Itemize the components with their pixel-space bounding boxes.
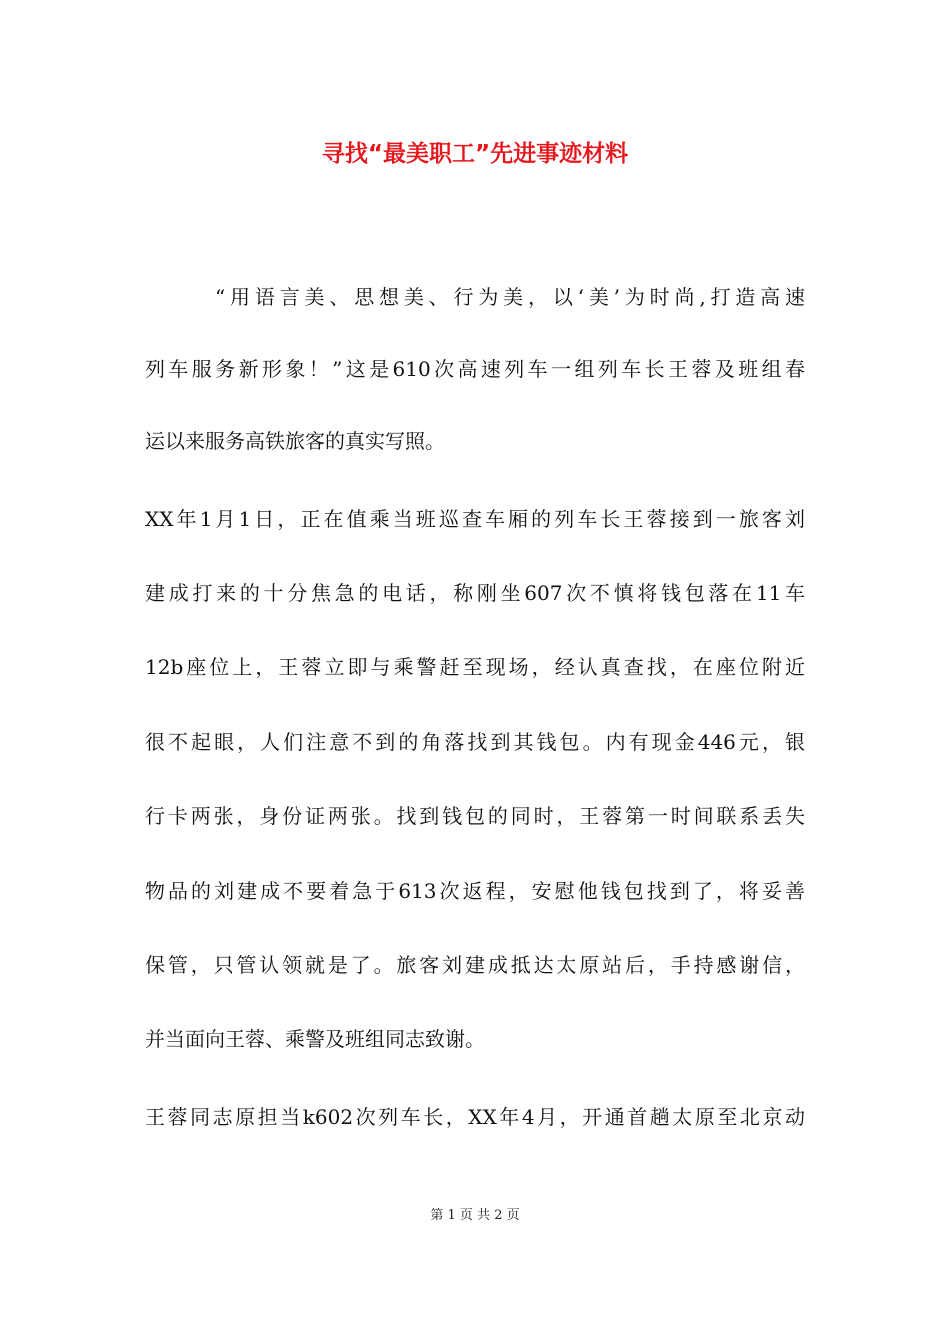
paragraph-line: 建成打来的十分焦急的电话，称刚坐607次不慎将钱包落在11车 (145, 581, 805, 605)
paragraph-line: XX年1月1日，正在值乘当班巡查车厢的列车长王蓉接到一旅客刘 (145, 507, 805, 531)
paragraph-line: 保管，只管认领就是了。旅客刘建成抵达太原站后，手持感谢信， (145, 953, 805, 977)
paragraph-line: 行卡两张，身份证两张。找到钱包的同时，王蓉第一时间联系丢失 (145, 804, 805, 828)
paragraph-line: 很不起眼，人们注意不到的角落找到其钱包。内有现金446元，银 (145, 730, 805, 754)
paragraph-line: 并当面向王蓉、乘警及班组同志致谢。 (145, 1027, 485, 1051)
paragraph-line: “用语言美、思想美、行为美，以‘美’为时尚,打造高速 (215, 285, 805, 309)
paragraph-line: 列车服务新形象！”这是610次高速列车一组列车长王蓉及班组春 (145, 357, 805, 381)
paragraph-line: 王蓉同志原担当k602次列车长，XX年4月，开通首趟太原至北京动 (145, 1105, 805, 1129)
paragraph-line: 物品的刘建成不要着急于613次返程，安慰他钱包找到了，将妥善 (145, 879, 805, 903)
paragraph-line: 12b座位上，王蓉立即与乘警赶至现场，经认真查找，在座位附近 (145, 655, 805, 679)
page-number-footer: 第 1 页 共 2 页 (430, 1208, 520, 1223)
document-title: 寻找“最美职工”先进事迹材料 (321, 141, 629, 167)
paragraph-line: 运以来服务高铁旅客的真实写照。 (145, 429, 445, 453)
